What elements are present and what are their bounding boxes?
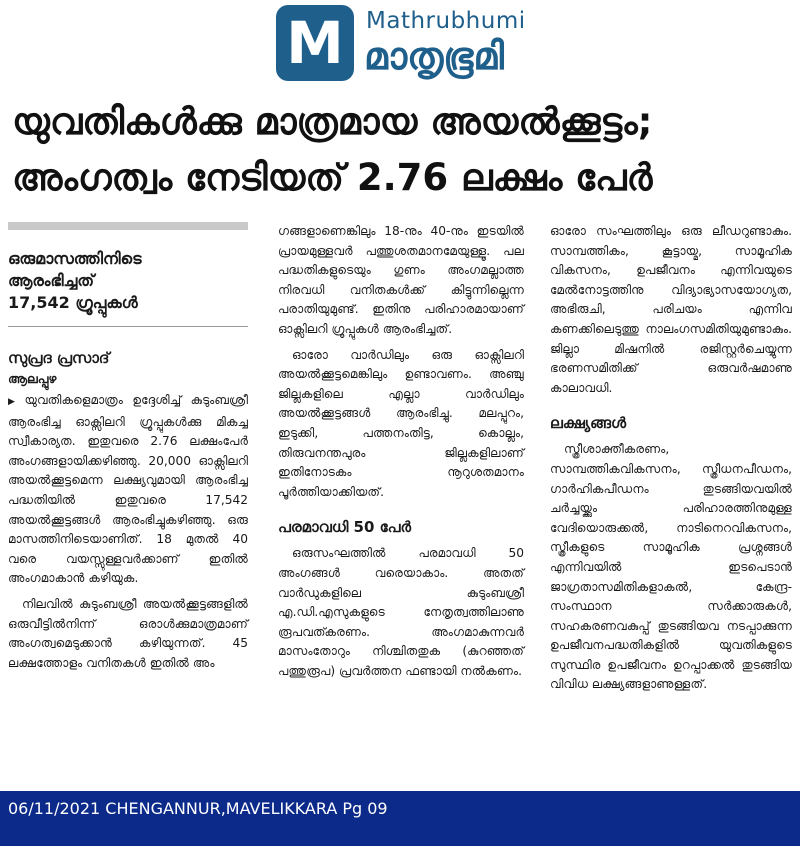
- headline: [12, 94, 792, 206]
- byline-place: ആലപ്പുഴ: [8, 371, 57, 386]
- masthead: [0, 0, 800, 88]
- headline-line-1: യുവതികൾക്കു മാത്രമായ അയൽക്കൂട്ടം;: [12, 100, 653, 143]
- article-column-3: [550, 222, 792, 701]
- deck-bottom-rule: [8, 326, 248, 327]
- article-column-2: [278, 222, 524, 687]
- deck-line-1: ഒരുമാസത്തിനിടെ: [8, 249, 142, 268]
- body-paragraph: നിലവിൽ കുടുംബശ്രീ അയൽക്കൂട്ടങ്ങളിൽ ഒരുവീട്ടിൽനിന്ന് ഒരാൾക്കുമാത്രമാണ് അംഗത്വമെടുക്കാൻ കഴിയുന്നത്. 45 ലക്ഷത്തോളം വനിതകൾ ഇതിൽ അം: [8, 596, 248, 670]
- deck-line-3: 17,542 ഗ്രൂപ്പുകൾ: [8, 293, 138, 312]
- byline-author: സുപ്രദ പ്രസാദ്: [8, 349, 110, 367]
- body-paragraph: ഒരുസംഘത്തിൽ പരമാവധി 50 അംഗങ്ങൾ വരെയാകാം. അതത് വാർഡുകളിലെ കുടുംബശ്രീ എ.ഡി.എസുകളുടെ നേതൃത്വത്തിലാണു രൂപവത്കരണം. അംഗമാകുന്നവർ മാസംതോറും നിശ്ചിതതുക (കുറഞ്ഞത് പത്തുരൂപ) പ്രവർത്തന ഫണ്ടായി നൽകണം.: [278, 546, 524, 678]
- body-paragraph: [8, 391, 248, 589]
- body-paragraph: സ്ത്രീശാക്തീകരണം, സാമ്പത്തികവികസനം, സ്ത്രീധനപീഡനം, ഗാർഹികപീഡനം തുടങ്ങിയവയിൽ ചർച്ചയ്ക്കും പരിഹാരത്തിനുമുള്ള വേദിയൊരുക്കൽ, നാടിനെറവികസനം, സ്ത്രീകളുടെ സാമൂഹിക പ്രശ്നങ്ങൾ എന്നിവയിൽ ഇടപെടാൻ ജാഗ്രതാസമിതികളാകൽ, കേന്ദ്ര-സംസ്ഥാന സർക്കാരുകൾ, സഹകരണവകുപ്പ് തുടങ്ങിയവ നടപ്പാക്കുന്ന ഉപജീവനപദ്ധതികളിൽ യുവതികളുടെ സുസ്ഥിര ഉപജീവനം ഉറപ്പാക്കൽ തുടങ്ങിയ വിവിധ ലക്ഷ്യങ്ങളാണുള്ളത്.: [550, 442, 792, 692]
- body-paragraph: ഗങ്ങളാണെങ്കിലും 18-നും 40-നും ഇടയിൽ പ്രായമുള്ളവർ പത്തുശതമാനമേയുള്ളൂ. പല പദ്ധതികളുടെയും ഗുണം അംഗമല്ലാത്ത നിരവധി വനിതകൾക്ക് കിട്ടുന്നില്ലെന്ന പരാതിയുമുണ്ട്. ഇതിനു പരിഹാരമായാണ് ഓക്സിലറി ഗ്രൂപ്പുകൾ ആരംഭിച്ചത്.: [278, 224, 524, 336]
- mathrubhumi-logo-icon: [276, 5, 354, 81]
- body-paragraph: ഓരോ വാർഡിലും ഒരു ഓക്സിലറി അയൽക്കൂട്ടമെങ്കിലും ഉണ്ടാവണം. അഞ്ചു ജില്ലകളിലെ എല്ലാ വാർഡിലും അയൽക്കൂട്ടങ്ങൾ ആരംഭിച്ചു. മലപ്പുറം, ഇടുക്കി, പത്തനംതിട്ട, കൊല്ലം, തിരുവനന്തപുരം ജില്ലകളിലാണ് ഇതിനോടകം നൂറുശതമാനം പൂർത്തിയാക്കിയത്.: [278, 347, 524, 499]
- subheading: പരമാവധി 50 പേർ: [278, 518, 411, 537]
- body-paragraph-text: യുവതികളെമാത്രം ഉദ്ദേശിച്ച് കുടുംബശ്രീ ആരംഭിച്ച ഓക്സിലറി ഗ്രൂപ്പുകൾക്കു മികച്ച സ്വീകാര്യത. ഇതുവരെ 2.76 ലക്ഷംപേർ അംഗങ്ങളായിക്കഴിഞ്ഞു. 20,000 ഓക്സിലറി അയൽക്കൂട്ടമെന്ന ലക്ഷ്യവുമായി ആരംഭിച്ച പദ്ധതിയിൽ ഇതുവരെ 17,542 അയൽക്കൂട്ടങ്ങൾ ആരംഭിച്ചുകഴിഞ്ഞു. ഒരു മാസത്തിനിടെയാണിത്. 18 മുതൽ 40 വരെ വയസ്സുള്ളവർക്കാണ് ഇതിൽ അംഗമാകാൻ കഴിയുക.: [8, 393, 248, 586]
- footer-bar: [0, 791, 800, 846]
- deck-text: [8, 248, 248, 314]
- deck-top-rule: [8, 222, 248, 230]
- footer-date-edition: 06/11/2021 CHENGANNUR,MAVELIKKARA Pg 09: [8, 799, 388, 818]
- deck-line-2: ആരംഭിച്ചത്: [8, 271, 95, 290]
- article-column-1: [8, 222, 248, 679]
- brand-name-english: Mathrubhumi: [366, 8, 526, 34]
- subheading: ലക്ഷ്യങ്ങൾ: [550, 414, 627, 433]
- body-paragraph: ഓരോ സംഘത്തിലും ഒരു ലീഡറുണ്ടാകും. സാമ്പത്തികം, കൂട്ടായ്മ, സാമൂഹിക വികസനം, ഉപജീവനം എന്നിവയുടെ മേൽനോട്ടത്തിനു വിദ്യാഭ്യാസയോഗ്യത, അഭിരുചി, പരിചയം എന്നിവ കണക്കിലെടുത്തു നാലംഗസമിതിയുമുണ്ടാകും. ജില്ലാ മിഷനിൽ രജിസ്റ്റർചെയ്യുന്ന ഭരണസമിതിക്ക് ഒരുവർഷമാണു കാലാവധി.: [550, 224, 792, 395]
- triangle-bullet-icon: ▶: [8, 397, 21, 407]
- brand-name-malayalam: മാതൃഭൂമി: [364, 34, 504, 78]
- logo-letter: M: [286, 9, 344, 77]
- headline-line-2: അംഗത്വം നേടിയത് 2.76 ലക്ഷം പേർ: [12, 156, 653, 199]
